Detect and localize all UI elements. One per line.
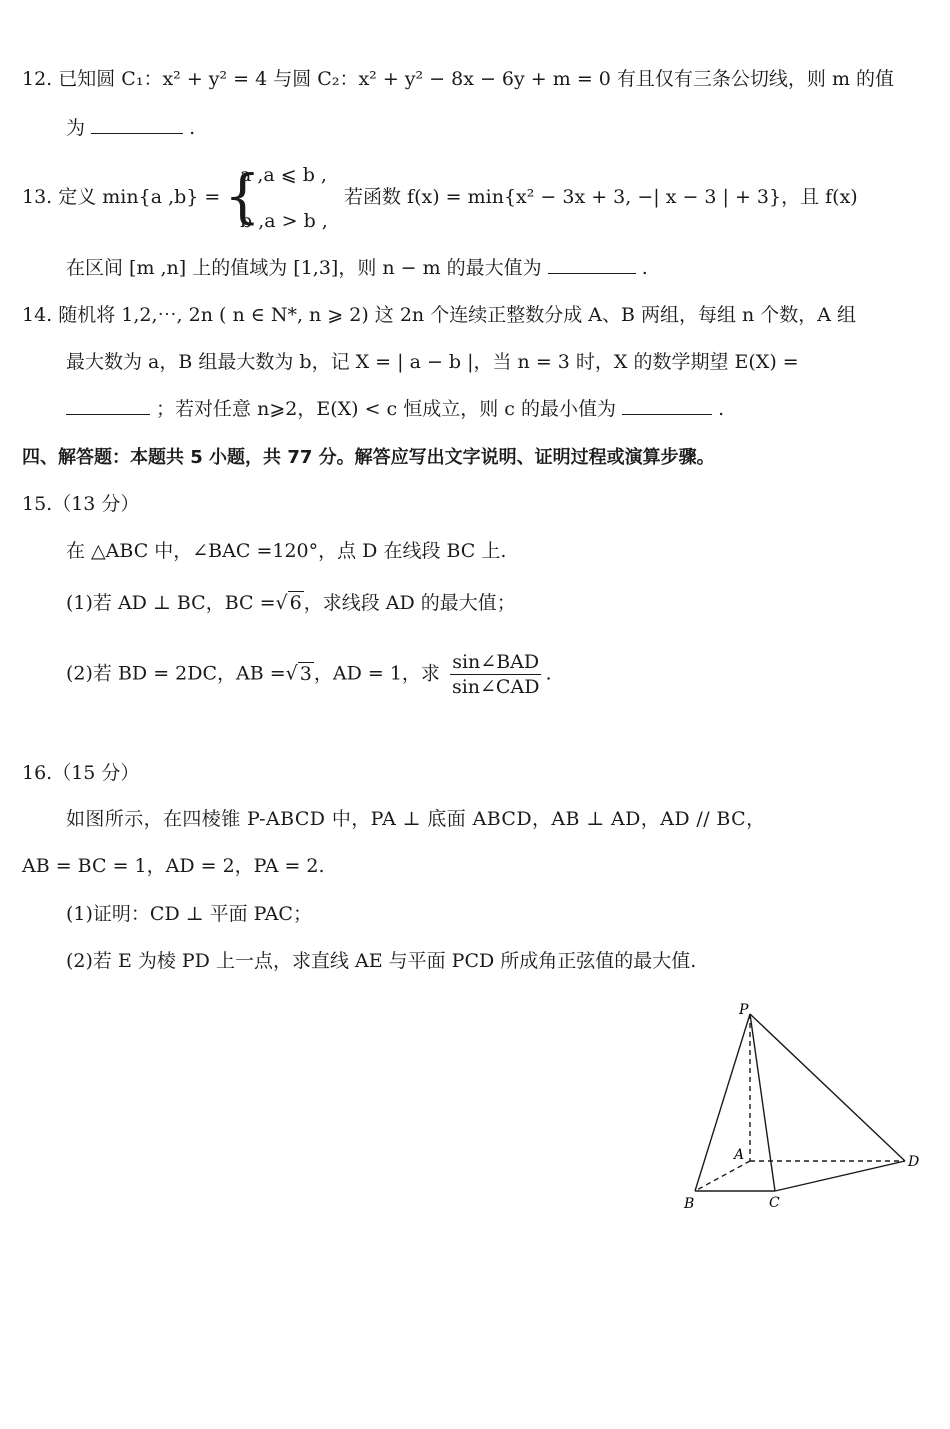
pyramid-figure [670, 995, 930, 1220]
q16-stem-line1: 如图所示，在四棱锥 P-ABCD 中，PA ⊥ 底面 ABCD，AB ⊥ AD，AD // BC， [66, 808, 766, 830]
q13-line2 [66, 255, 648, 281]
q16-header: 16.（15 分） [22, 762, 140, 784]
label-P: P [739, 1002, 749, 1018]
q15-part1-suffix: ，求线段 AD 的最大值； [303, 592, 516, 614]
q13-case1: a ,a ⩽ b , [240, 164, 327, 186]
q16-part1: (1)证明：CD ⊥ 平面 PAC； [66, 903, 312, 925]
edge-PD [750, 1014, 905, 1161]
q15-part2-prefix: (2)若 BD = 2DC，AB = [66, 662, 286, 685]
q15-part1 [66, 590, 516, 616]
q14-line3 [66, 396, 724, 422]
q16-stem-line2: AB = BC = 1，AD = 2，PA = 2. [22, 855, 325, 877]
fraction-denominator: sin∠CAD [451, 676, 540, 698]
q15-stem: 在 △ABC 中，∠BAC =120°，点 D 在线段 BC 上. [66, 540, 507, 562]
edge-CD [775, 1161, 905, 1191]
q14-line1: 14. 随机将 1,2,⋯, 2n ( n ∈ N*, n ⩾ 2) 这 2n 个连续正整数分成 A、B 两组，每组 n 个数，A 组 [22, 304, 857, 326]
q15-part2-radicand: 3 [299, 662, 312, 685]
q14-answer-blank-2[interactable] [622, 396, 712, 415]
piecewise-brace: { [224, 162, 261, 230]
q12-answer-blank[interactable] [91, 115, 183, 134]
q14-line2: 最大数为 a，B 组最大数为 b，记 X = | a − b |，当 n = 3 时，X 的数学期望 E(X) = [66, 351, 799, 373]
q13-line2-suffix: . [641, 257, 648, 279]
q13-suffix: 若函数 f(x) = min{x² − 3x + 3, −| x − 3 | + 3}，且 f(x) [344, 186, 858, 208]
q13-case2: b ,a > b , [240, 210, 328, 232]
sine-ratio-fraction [450, 650, 541, 699]
q13-prefix: 13. 定义 min{a ,b} = [22, 186, 221, 208]
q16-part2: (2)若 E 为棱 PD 上一点，求直线 AE 与平面 PCD 所成角正弦值的最大值. [66, 950, 697, 972]
q12-line1: 12. 已知圆 C₁：x² + y² = 4 与圆 C₂：x² + y² − 8x − 6y + m = 0 有且仅有三条公切线，则 m 的值 [22, 68, 894, 90]
section-heading: 四、解答题：本题共 5 小题，共 77 分。解答应写出文字说明、证明过程或演算步骤。 [22, 447, 715, 468]
q15-header: 15.（13 分） [22, 493, 140, 515]
label-C: C [769, 1195, 780, 1211]
label-D: D [908, 1154, 920, 1170]
q15-part2 [66, 650, 551, 699]
q13-answer-blank[interactable] [548, 255, 636, 274]
q14-line3-suffix: . [718, 398, 725, 420]
sqrt-sign: √ [275, 592, 288, 614]
label-A: A [734, 1147, 745, 1163]
q13-line2-prefix: 在区间 [m ,n] 上的值域为 [1,3]，则 n − m 的最大值为 [66, 257, 542, 279]
edge-PB [695, 1014, 750, 1191]
fraction-numerator: sin∠BAD [450, 650, 541, 675]
q12-line2-prefix: 为 [66, 117, 86, 139]
q12-line2-suffix: . [189, 117, 196, 139]
q14-line3-mid: ；若对任意 n⩾2，E(X) < c 恒成立，则 c 的最小值为 [156, 398, 616, 420]
edge-PC [750, 1014, 775, 1191]
sqrt-sign: √ [285, 662, 298, 685]
q15-part1-radicand: 6 [289, 592, 302, 614]
q15-part2-mid: ，AD = 1，求 [313, 662, 440, 685]
q15-part1-prefix: (1)若 AD ⊥ BC，BC = [66, 592, 276, 614]
q15-part2-suffix: . [545, 662, 552, 685]
label-B: B [684, 1196, 695, 1212]
q14-answer-blank-1[interactable] [66, 396, 150, 415]
q12-line2 [66, 115, 195, 141]
